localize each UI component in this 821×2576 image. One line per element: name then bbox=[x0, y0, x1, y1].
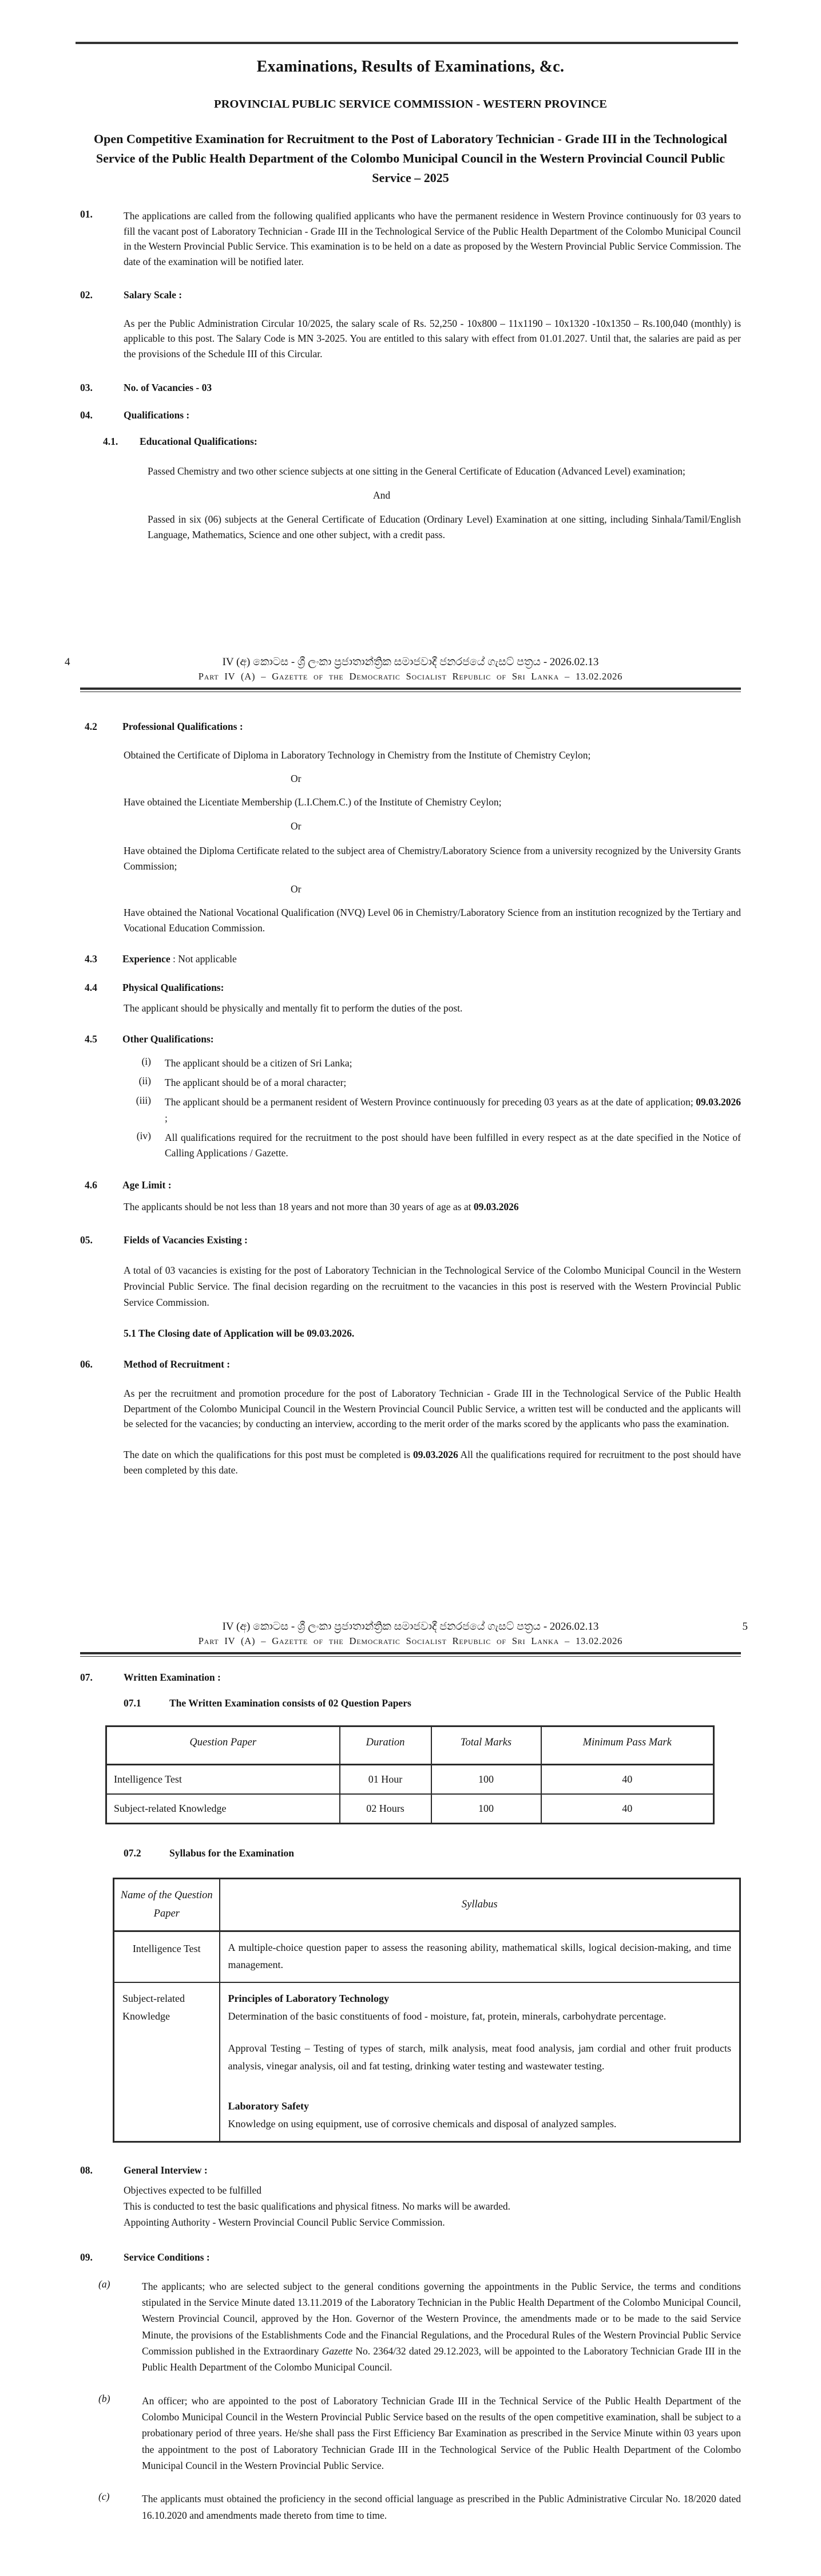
table-header-cell: Total Marks bbox=[431, 1726, 541, 1765]
paragraph: Have obtained the Diploma Certificate related to the subject area of Chemistry/Laboratory Science from a university recognized by the University Grants Commission; bbox=[124, 845, 741, 872]
section-4-6 bbox=[85, 1179, 741, 1191]
section-heading: Service Conditions : bbox=[124, 2251, 210, 2263]
table-header-row bbox=[106, 1726, 714, 1765]
header-rule bbox=[80, 1652, 741, 1657]
paragraph: Objectives expected to be fulfilled bbox=[124, 2184, 262, 2196]
section-number: 4.6 bbox=[85, 1179, 97, 1191]
paragraph: As per the recruitment and promotion procedure for the post of Laboratory Technician - Grade III in the Technological Service of the Public Health Department of the Colombo Municipal Council in the Western Provincial Council Public Service, a written test will be conducted and the applicants will be selected for the vacancies; by conducting an interview, according to the merit order of the marks scored by the applicants who pass the examination. bbox=[124, 1388, 741, 1430]
paragraph: Passed Chemistry and two other science subjects at one sitting in the General Certificate of Education (Advanced Level) examination; bbox=[148, 465, 685, 477]
syllabus-paragraph: Determination of the basic constituents of food - moisture, fat, protein, minerals, carbohydrate percentage. bbox=[228, 2010, 667, 2022]
section-4-5 bbox=[85, 1033, 741, 1045]
section-heading: General Interview : bbox=[124, 2164, 208, 2176]
section-heading: Written Examination : bbox=[124, 1672, 221, 1683]
table-header-cell: Syllabus bbox=[220, 1879, 740, 1931]
or-separator: Or bbox=[291, 820, 302, 832]
section-number: 4.4 bbox=[85, 981, 97, 993]
section-number: 4.1. bbox=[103, 436, 118, 448]
gazette-title-sinhala: IV (අ) කොටස - ශ්‍රී ලංකා ප්‍රජාතාන්ත්‍රික සමාජවාදී ජනරජයේ ගැසට් පත්‍රය - 2026.02.13 bbox=[222, 1621, 599, 1633]
section-07-1 bbox=[124, 1697, 741, 1709]
paragraph: The applications are called from the following qualified applicants who have the permanent residence in Western Province continuously for 03 years to fill the vacant post of Laboratory Technician - Grade III in the Technological Service of the Public Health Department of the Colombo Municipal Council in the Western Provincial Public Service. This examination is to be held on a date as proposed by the Western Provincial Public Service Commission. The date of the examination will be notified later. bbox=[124, 210, 741, 268]
section-02 bbox=[80, 289, 741, 301]
section-heading: Experience : Not applicable bbox=[122, 953, 237, 965]
syllabus-subheading: Principles of Laboratory Technology bbox=[228, 1992, 390, 2004]
gazette-title-sinhala: IV (අ) කොටස - ශ්‍රී ලංකා ප්‍රජාතාන්ත්‍රික සමාජවාදී ජනරජයේ ගැසට් පත්‍රය - 2026.02.13 bbox=[222, 656, 599, 668]
page-title: Examinations, Results of Examinations, &c. bbox=[256, 58, 565, 76]
table-cell: 01 Hour bbox=[340, 1765, 431, 1795]
list-item bbox=[124, 1075, 741, 1091]
table-row bbox=[114, 1931, 740, 1982]
paragraph: The date on which the qualifications for this post must be completed is 09.03.2026 All the qualifications required for recruitment to the post should have been completed by this date. bbox=[124, 1448, 741, 1476]
list-item bbox=[98, 2278, 741, 2376]
or-separator: Or bbox=[291, 772, 302, 784]
section-07 bbox=[80, 1672, 741, 1684]
section-04 bbox=[80, 409, 741, 421]
item-number: (iv) bbox=[136, 1129, 151, 1141]
written-exam-table bbox=[105, 1725, 715, 1824]
paragraph: As per the Public Administration Circular 10/2025, the salary scale of Rs. 52,250 - 10x800 – 11x1190 – 10x1320 -10x1350 – Rs.100,040 (monthly) is applicable to this post. The Salary Code is MN 3-2025. You are entitled to this salary with effect from 01.01.2027. Until that, the salaries are paid as per the provisions of the Schedule III of this Circular. bbox=[124, 317, 741, 359]
section-number: 01. bbox=[80, 208, 93, 220]
section-number: 02. bbox=[80, 289, 93, 301]
commission-title: PROVINCIAL PUBLIC SERVICE COMMISSION - WESTERN PROVINCE bbox=[214, 98, 607, 110]
section-number: 09. bbox=[80, 2251, 93, 2263]
item-text: The applicant should be of a moral character; bbox=[165, 1077, 347, 1089]
table-header-cell: Minimum Pass Mark bbox=[541, 1726, 714, 1765]
table-row bbox=[106, 1765, 714, 1795]
section-number: 07.1 bbox=[124, 1697, 141, 1709]
table-cell: Intelligence Test bbox=[114, 1931, 220, 1982]
section-4-3 bbox=[85, 953, 741, 965]
table-cell: 40 bbox=[541, 1794, 714, 1824]
header-rule bbox=[80, 688, 741, 692]
section-heading: No. of Vacancies - 03 bbox=[124, 382, 212, 394]
item-text: An officer; who are appointed to the post of Laboratory Technician Grade III in the Technical Service of the Public Health Department of the Colombo Municipal Council in the Western Provincial Public Service based on the results of the open competitive examination, shall be subject to a probationary period of three years. He/she shall pass the First Efficiency Bar Examination as prescribed in the Service Minute within 03 years upon the appointment to the post of Laboratory Technician Grade III in the Technological Service of the Public Health Department of the Colombo Municipal Council in the Western Provincial Public Service. bbox=[142, 2395, 741, 2471]
section-08 bbox=[80, 2164, 741, 2176]
paragraph: Passed in six (06) subjects at the General Certificate of Education (Ordinary Level) Examination at one sitting, including Sinhala/Tamil/English Language, Mathematics, Science and one other subject, with a credit pass. bbox=[148, 513, 741, 540]
section-number: 06. bbox=[80, 1358, 93, 1370]
table-cell: 100 bbox=[431, 1765, 541, 1795]
section-heading: Other Qualifications: bbox=[122, 1033, 214, 1045]
paragraph: Have obtained the Licentiate Membership (L.I.Chem.C.) of the Institute of Chemistry Ceylon; bbox=[124, 796, 502, 808]
section-heading: Method of Recruitment : bbox=[124, 1358, 231, 1370]
table-cell: 40 bbox=[541, 1765, 714, 1795]
syllabus-table bbox=[113, 1878, 741, 2143]
table-cell: 100 bbox=[431, 1794, 541, 1824]
section-01 bbox=[80, 208, 741, 269]
and-separator: And bbox=[373, 489, 391, 501]
section-number: 03. bbox=[80, 382, 93, 394]
item-number: (ii) bbox=[138, 1075, 151, 1087]
section-4-4 bbox=[85, 982, 741, 994]
item-number: (i) bbox=[141, 1056, 151, 1068]
list-item bbox=[98, 2491, 741, 2523]
paragraph: The applicants should be not less than 18 years and not more than 30 years of age as at 09.03.2026 bbox=[124, 1200, 519, 1212]
section-heading: Educational Qualifications: bbox=[140, 436, 257, 448]
section-number: 4.5 bbox=[85, 1033, 97, 1045]
table-cell: Intelligence Test bbox=[106, 1765, 340, 1795]
section-09 bbox=[80, 2251, 741, 2263]
item-number: (c) bbox=[98, 2491, 110, 2503]
section-heading: Physical Qualifications: bbox=[122, 981, 224, 993]
table-cell bbox=[220, 1931, 740, 1982]
section-number: 05. bbox=[80, 1234, 93, 1246]
section-heading: The Written Examination consists of 02 Question Papers bbox=[169, 1697, 411, 1709]
notice-title: Open Competitive Examination for Recruitment to the Post of Laboratory Technician - Grade III in the Technological Service of the Public Health Department of the Colombo Municipal Council in the Western Provincial Council Public Service – 2025 bbox=[94, 132, 727, 185]
section-number: 04. bbox=[80, 409, 93, 421]
item-number: (a) bbox=[98, 2278, 110, 2290]
table-header-cell: Question Paper bbox=[106, 1726, 340, 1765]
table-header-row bbox=[114, 1879, 740, 1931]
item-text: The applicant should be a citizen of Sri Lanka; bbox=[165, 1057, 352, 1069]
syllabus-subheading: Laboratory Safety bbox=[228, 2100, 309, 2112]
table-header-cell: Duration bbox=[340, 1726, 431, 1765]
paragraph: A total of 03 vacancies is existing for the post of Laboratory Technician in the Technological Service of the Colombo Municipal Council in the Western Provincial Public Service. The final decision regarding on the recruitment to the vacancies in this post is reserved with the Western Provincial Public Service Commission. bbox=[124, 1264, 741, 1309]
section-05 bbox=[80, 1234, 741, 1246]
page-number: 5 bbox=[742, 1621, 748, 1633]
section-heading: Age Limit : bbox=[122, 1179, 172, 1191]
gazette-running-header bbox=[0, 647, 821, 692]
section-4-2 bbox=[85, 721, 741, 733]
syllabus-paragraph: A multiple-choice question paper to assess the reasoning ability, mathematical skills, logical decision-making, and time management. bbox=[228, 1941, 731, 1971]
gazette-page-4 bbox=[0, 647, 821, 1611]
table-cell bbox=[220, 1982, 740, 2142]
paragraph: Obtained the Certificate of Diploma in Laboratory Technology in Chemistry from the Institute of Chemistry Ceylon; bbox=[124, 749, 591, 761]
syllabus-paragraph: Knowledge on using equipment, use of corrosive chemicals and disposal of analyzed samples. bbox=[228, 2117, 617, 2129]
table-row bbox=[114, 1982, 740, 2142]
section-number: 07. bbox=[80, 1672, 93, 1683]
syllabus-paragraph: Approval Testing – Testing of types of starch, milk analysis, meat food analysis, jam cordial and other fruit products analysis, vinegar analysis, oil and fat testing, drinking water testing and wastewater testing. bbox=[228, 2042, 731, 2072]
section-number: 07.2 bbox=[124, 1847, 141, 1859]
section-heading: Salary Scale : bbox=[124, 289, 183, 301]
section-4-1 bbox=[103, 436, 741, 448]
section-06 bbox=[80, 1358, 741, 1370]
paragraph: Have obtained the National Vocational Qualification (NVQ) Level 06 in Chemistry/Laboratory Science from an institution recognized by the Tertiary and Vocational Education Commission. bbox=[124, 907, 741, 934]
list-item bbox=[98, 2393, 741, 2474]
paragraph: This is conducted to test the basic qualifications and physical fitness. No marks will be awarded. bbox=[124, 2200, 511, 2212]
item-text: The applicants must obtained the proficiency in the second official language as prescribed in the Public Administrative Circular No. 18/2020 dated 16.10.2020 and amendments made thereto from time to time. bbox=[142, 2493, 741, 2521]
section-heading: Syllabus for the Examination bbox=[169, 1847, 294, 1859]
gazette-title-english: Part IV (A) – Gazette of the Democratic Socialist Republic of Sri Lanka – 13.02.2026 bbox=[198, 671, 623, 682]
item-number: (b) bbox=[98, 2392, 110, 2404]
section-number: 4.3 bbox=[85, 953, 97, 965]
paragraph: The applicant should be physically and mentally fit to perform the duties of the post. bbox=[124, 1002, 463, 1014]
item-text: The applicants; who are selected subject to the general conditions governing the appointments in the Public Service, the terms and conditions stipulated in the Service Minute dated 13.11.2019 of the Laboratory Technician in the Public Health Department of the Colombo Municipal Council, Western Provincial Council, approved by the Hon. Governor of the Western Province, the amendments made or to be made to the said Service Minute, the provisions of the Establishments Code and the Financial Regulations, and the Procedural Rules of the Western Provincial Public Service Commission published in the Extraordinary Gazette No. 2364/32 dated 29.12.2023, will be appointed to the Laboratory Technician Grade III in the Public Health Department of the Colombo Municipal Council. bbox=[142, 2280, 741, 2373]
paragraph: Appointing Authority - Western Provincial Council Public Service Commission. bbox=[124, 2217, 445, 2229]
table-header-cell: Name of the Question Paper bbox=[114, 1879, 220, 1931]
table-cell: 02 Hours bbox=[340, 1794, 431, 1824]
section-07-2 bbox=[124, 1847, 741, 1859]
closing-date-line: 5.1 The Closing date of Application will be 09.03.2026. bbox=[124, 1327, 355, 1339]
table-row bbox=[106, 1794, 714, 1824]
page-number: 4 bbox=[65, 656, 70, 668]
section-heading: Qualifications : bbox=[124, 409, 190, 421]
list-item bbox=[124, 1130, 741, 1161]
gazette-page-5 bbox=[0, 1611, 821, 2576]
section-03 bbox=[80, 382, 741, 394]
section-heading: Fields of Vacancies Existing : bbox=[124, 1234, 248, 1246]
list-item bbox=[124, 1095, 741, 1125]
gazette-page-3 bbox=[0, 0, 821, 647]
top-rule bbox=[76, 42, 738, 44]
item-number: (iii) bbox=[136, 1095, 151, 1107]
table-cell: Subject-related Knowledge bbox=[106, 1794, 340, 1824]
section-heading: Professional Qualifications : bbox=[122, 721, 243, 732]
item-text: All qualifications required for the recruitment to the post should have been fulfilled in every respect as at the date specified in the Notice of Calling Applications / Gazette. bbox=[165, 1131, 741, 1159]
section-number: 4.2 bbox=[85, 721, 97, 732]
gazette-running-header bbox=[0, 1611, 821, 1657]
item-text: The applicant should be a permanent resident of Western Province continuously for preceding 03 years as at the date of application; 09.03.2026 ; bbox=[165, 1096, 741, 1124]
list-item bbox=[124, 1056, 741, 1071]
table-cell: Subject-related Knowledge bbox=[114, 1982, 220, 2142]
section-number: 08. bbox=[80, 2164, 93, 2176]
gazette-title-english: Part IV (A) – Gazette of the Democratic Socialist Republic of Sri Lanka – 13.02.2026 bbox=[198, 1635, 623, 1646]
or-separator: Or bbox=[291, 883, 302, 895]
